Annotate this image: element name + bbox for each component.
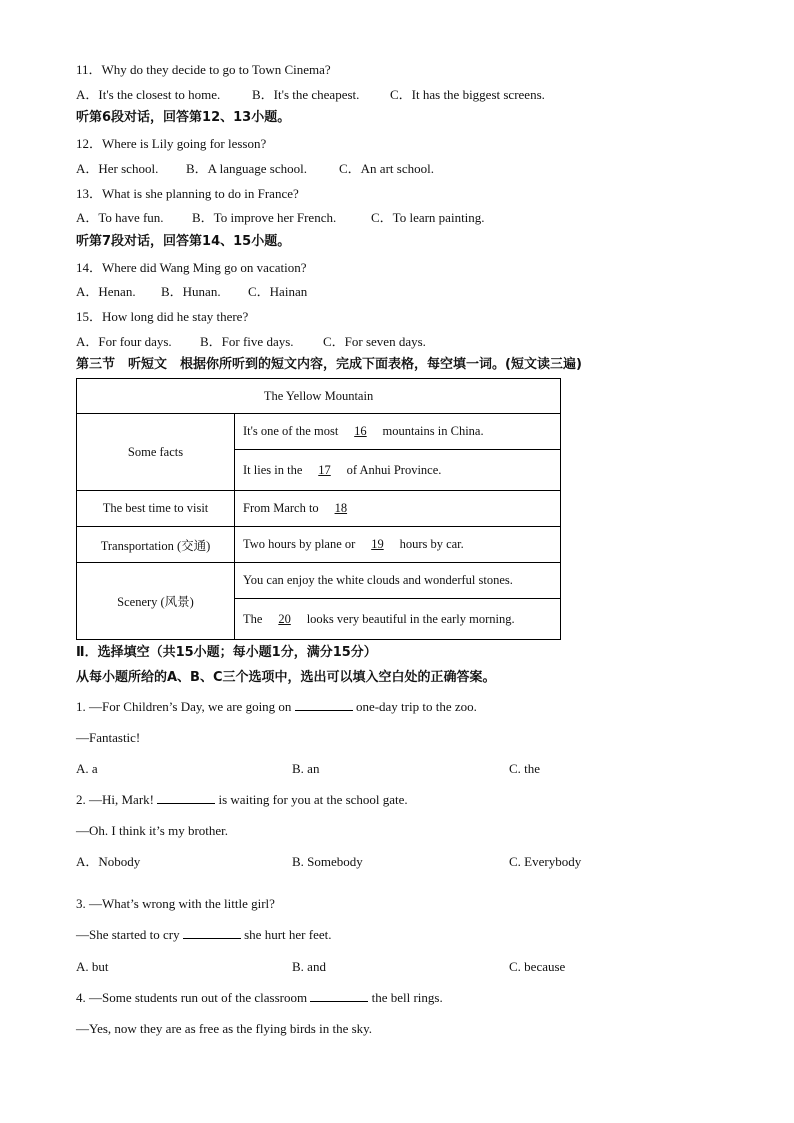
q13-option-b: B．To improve her French. <box>192 210 337 225</box>
q2-option-c: C. Everybody <box>509 854 582 869</box>
scenery-2-prefix: The <box>243 611 263 626</box>
fact-1-prefix: It's one of the most <box>243 424 339 438</box>
q12-option-b: B．A language school. <box>186 161 307 176</box>
q14-option-b: B．Hunan. <box>161 284 221 299</box>
transportation-prefix: Two hours by plane or <box>243 537 356 551</box>
q15-option-b: B．For five days. <box>200 334 294 349</box>
choice-q4-stem <box>76 990 443 1006</box>
q3-reply-suffix: she hurt her feet. <box>244 927 332 942</box>
scenery-2-suffix: looks very beautiful in the early morning. <box>306 611 515 626</box>
blank-17: 17 <box>318 462 331 477</box>
choice-q1-stem <box>76 699 477 715</box>
q13-option-c: C．To learn painting. <box>371 210 485 225</box>
q1-option-a: A. a <box>76 761 98 776</box>
q1-reply: —Fantastic! <box>76 730 141 745</box>
scenery-1-cell: You can enjoy the white clouds and wonderful stones. <box>235 563 561 599</box>
q11-option-c: C．It has the biggest screens. <box>390 87 545 102</box>
yellow-mountain-table <box>76 378 561 640</box>
fact-2-cell <box>235 450 561 491</box>
choice-q3-stem: 3. —What’s wrong with the little girl? <box>76 896 275 911</box>
q12-option-a: A．Her school. <box>76 161 159 176</box>
blank-18: 18 <box>334 501 348 515</box>
transportation-label: Transportation (交通) <box>77 527 235 563</box>
q4-reply: —Yes, now they are as free as the flying birds in the sky. <box>76 1021 373 1036</box>
q14-option-c: C．Hainan <box>248 284 308 299</box>
q2-reply: —Oh. I think it’s my brother. <box>76 823 229 838</box>
scenery-2-cell <box>235 599 561 640</box>
part-3-heading: 第三节 听短文 根据你所听到的短文内容，完成下面表格，每空填一词。(短文读三遍) <box>76 357 582 372</box>
q3-reply-prefix: —She started to cry <box>76 927 180 942</box>
q14-option-a: A．Henan. <box>76 284 136 299</box>
q13-option-a: A．To have fun. <box>76 210 164 225</box>
fact-2-suffix: of Anhui Province. <box>346 462 442 477</box>
q1-stem-prefix: 1. —For Children’s Day, we are going on <box>76 699 292 714</box>
q12-option-c: C．An art school. <box>339 161 434 176</box>
q3-option-c: C. because <box>509 959 566 974</box>
q1-option-b: B. an <box>292 761 320 776</box>
question-13-stem: 13．What is she planning to do in France? <box>76 186 299 201</box>
q4-answer-blank <box>310 990 368 1002</box>
q4-stem-suffix: the bell rings. <box>371 990 443 1005</box>
best-time-cell <box>235 491 561 527</box>
best-time-label: The best time to visit <box>77 491 235 527</box>
table-title: The Yellow Mountain <box>77 379 561 414</box>
q4-stem-prefix: 4. —Some students run out of the classroom <box>76 990 308 1005</box>
part-2-instruction: 从每小题所给的A、B、C三个选项中，选出可以填入空白处的正确答案。 <box>76 670 496 685</box>
transportation-suffix: hours by car. <box>399 537 464 551</box>
q3-answer-blank <box>183 927 241 939</box>
question-12-stem: 12．Where is Lily going for lesson? <box>76 136 267 151</box>
blank-20: 20 <box>278 611 291 626</box>
question-15-stem: 15．How long did he stay there? <box>76 309 249 324</box>
q15-option-c: C．For seven days. <box>323 334 426 349</box>
q2-option-b: B. Somebody <box>292 854 363 869</box>
question-14-stem: 14．Where did Wang Ming go on vacation? <box>76 260 307 275</box>
q1-answer-blank <box>295 699 353 711</box>
choice-q2-stem <box>76 792 408 808</box>
section-6-heading: 听第6段对话，回答第12、13小题。 <box>76 110 291 125</box>
scenery-label: Scenery (风景) <box>77 563 235 640</box>
q2-option-a: A．Nobody <box>76 854 141 869</box>
blank-16: 16 <box>354 424 367 438</box>
q3-option-a: A. but <box>76 959 109 974</box>
q1-stem-suffix: one-day trip to the zoo. <box>355 699 477 714</box>
best-time-prefix: From March to <box>243 501 319 515</box>
q15-option-a: A．For four days. <box>76 334 172 349</box>
q11-option-b: B．It's the cheapest. <box>252 87 360 102</box>
blank-19: 19 <box>371 537 384 551</box>
fact-1-suffix: mountains in China. <box>382 424 484 438</box>
facts-label: Some facts <box>77 414 235 491</box>
transportation-cell <box>235 527 561 563</box>
part-2-title: Ⅱ．选择填空（共15小题；每小题1分，满分15分） <box>76 645 377 660</box>
q2-stem-suffix: is waiting for you at the school gate. <box>218 792 408 807</box>
fact-1-cell <box>235 414 561 450</box>
section-7-heading: 听第7段对话，回答第14、15小题。 <box>76 234 291 249</box>
q2-answer-blank <box>157 792 215 804</box>
q11-option-a: A．It's the closest to home. <box>76 87 221 102</box>
q3-option-b: B. and <box>292 959 326 974</box>
fact-2-prefix: It lies in the <box>243 462 303 477</box>
q2-stem-prefix: 2. —Hi, Mark! <box>76 792 154 807</box>
question-11-stem: 11．Why do they decide to go to Town Cinema? <box>76 62 331 77</box>
choice-q3-reply <box>76 927 331 943</box>
q1-option-c: C. the <box>509 761 541 776</box>
